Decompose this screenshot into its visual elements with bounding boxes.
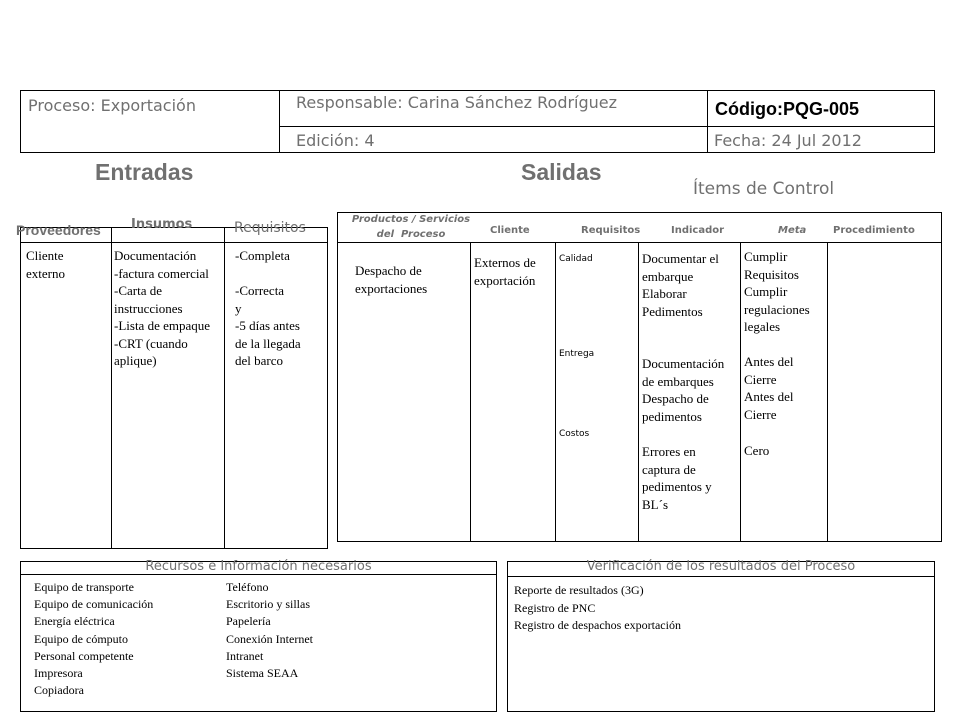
- verificacion-items: Reporte de resultados (3G) Registro de PNC Registro de despachos exportación: [514, 583, 681, 632]
- salidas-col-divider: [827, 242, 828, 542]
- salidas-header-line: [337, 242, 942, 243]
- meta-cell-2: Antes del Cierre Antes del Cierre: [744, 354, 794, 422]
- fecha-label: Fecha: 24 Jul 2012: [714, 131, 862, 150]
- entradas-header-line: [20, 242, 328, 243]
- salidas-col-divider: [555, 242, 556, 542]
- requisito-entrega: Entrega: [559, 349, 595, 359]
- verificacion-header-line: [507, 576, 935, 577]
- codigo-label: Código:PQG-005: [715, 99, 860, 119]
- indicador-header: Indicador: [671, 225, 725, 236]
- recursos-title: Recursos e Información necesarios: [145, 559, 372, 574]
- proveedores-cell: Cliente externo: [26, 248, 65, 281]
- indicador-cell-1: Documentar el embarque Elaborar Pedimentos: [642, 251, 719, 319]
- indicador-cell-2: Documentación de embarques Despacho de pedimentos: [642, 356, 725, 424]
- header-divider: [707, 90, 708, 153]
- meta-cell-1: Cumplir Requisitos Cumplir regulaciones legales: [744, 249, 810, 334]
- insumos-cell: Documentación -factura comercial -Carta de instrucciones -Lista de empaque -CRT (cuando aplique): [114, 248, 211, 368]
- proceso-label: Proceso: Exportación: [28, 96, 196, 115]
- requisito-costos: Costos: [559, 429, 590, 439]
- entradas-col-divider: [224, 227, 225, 549]
- indicador-cell-3: Errores en captura de pedimentos y BL´s: [642, 444, 712, 512]
- requisito-calidad: Calidad: [559, 254, 593, 264]
- insumos-header: Insumos: [131, 217, 193, 232]
- recursos-header-line: [20, 574, 497, 575]
- salidas-col-divider: [740, 242, 741, 542]
- productos-header: Productos / Servicios del Proceso: [351, 214, 471, 240]
- salidas-title: Salidas: [521, 159, 602, 185]
- requisitos-salidas-header: Requisitos: [581, 225, 641, 236]
- recursos-col-2: Teléfono Escritorio y sillas Papelería Conexión Internet Intranet Sistema SEAA: [226, 580, 313, 681]
- salidas-table: [337, 212, 942, 542]
- salidas-col-divider: [638, 242, 639, 542]
- requisitos-header: Requisitos: [234, 220, 306, 236]
- procedimiento-header: Procedimiento: [833, 225, 915, 236]
- items-control-title: Ítems de Control: [693, 179, 835, 199]
- proveedores-header: Proveedores: [16, 222, 101, 238]
- entradas-col-divider: [111, 227, 112, 549]
- verificacion-title: Verificación de los resultados del Proceso: [586, 559, 856, 574]
- meta-header: Meta: [778, 225, 807, 236]
- meta-cell-3: Cero: [744, 443, 770, 458]
- header-divider: [279, 126, 935, 127]
- cliente-header: Cliente: [490, 225, 530, 236]
- edicion-label: Edición: 4: [296, 131, 375, 150]
- header-divider: [279, 90, 280, 153]
- responsable-label: Responsable: Carina Sánchez Rodríguez: [296, 93, 618, 112]
- productos-cell: Despacho de exportaciones: [355, 263, 428, 296]
- requisitos-cell: -Completa -Correcta y -5 días antes de la llegada del barco: [235, 248, 301, 368]
- recursos-col-1: Equipo de transporte Equipo de comunicación Energía eléctrica Equipo de cómputo Personal competente Impresora Copiadora: [34, 580, 154, 698]
- salidas-col-divider: [470, 242, 471, 542]
- cliente-cell: Externos de exportación: [474, 255, 536, 288]
- entradas-title: Entradas: [95, 159, 194, 185]
